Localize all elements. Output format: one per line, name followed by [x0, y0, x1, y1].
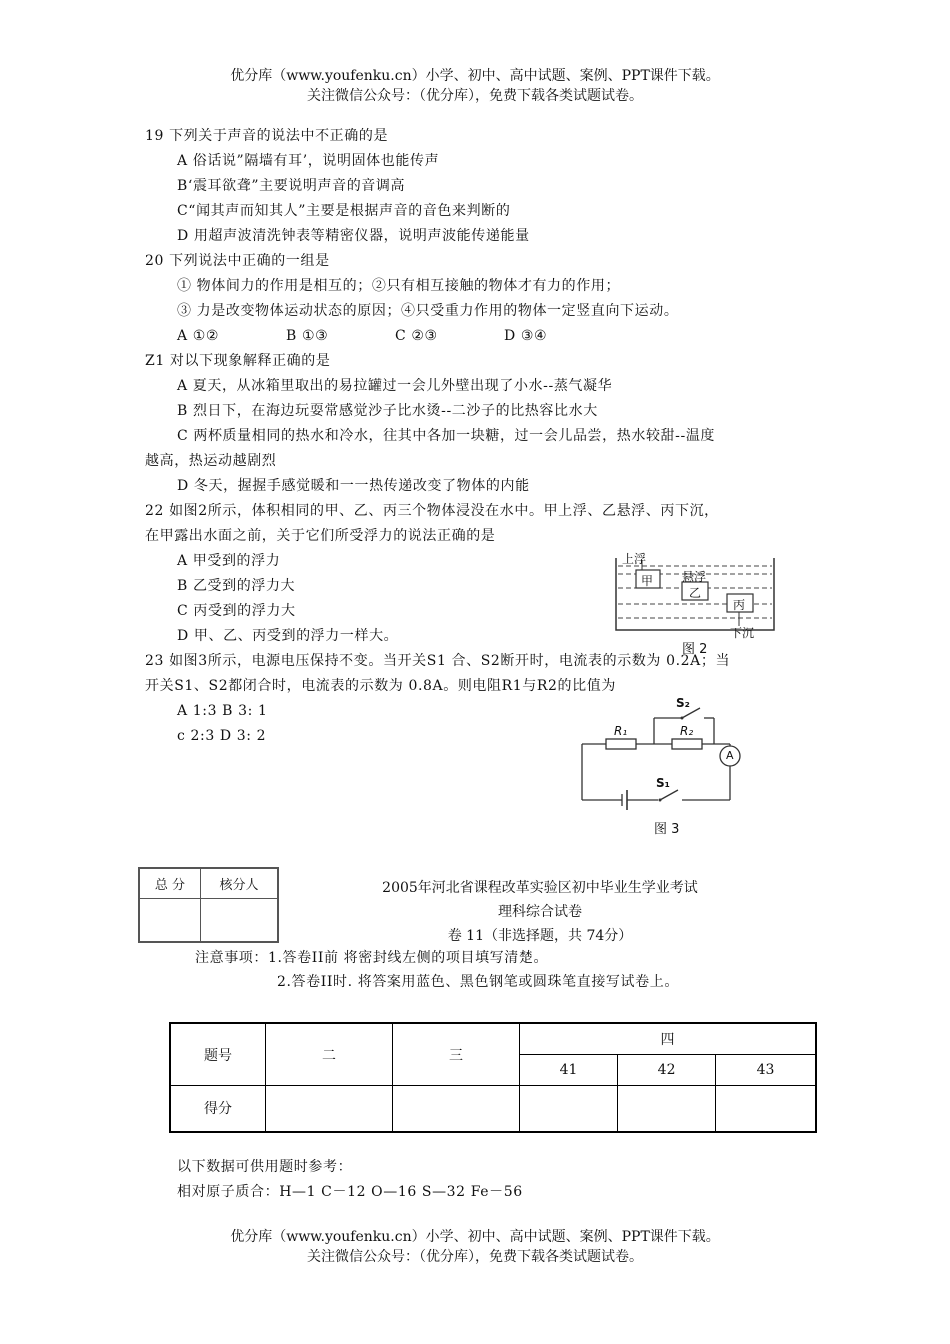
score-cell-41 [520, 1086, 618, 1132]
q19-option-c: C“闻其声而知其人”主要是根据声音的音色来判断的 [177, 203, 511, 219]
score-cell-2 [266, 1086, 393, 1132]
col-42: 42 [618, 1055, 716, 1086]
col-2: 二 [266, 1023, 393, 1086]
resistor-r2 [672, 739, 702, 749]
q20-option-c: C ②③ [395, 328, 438, 344]
col-41: 41 [520, 1055, 618, 1086]
label-up: 上浮 [622, 552, 647, 566]
label-r2: R₂ [680, 724, 694, 738]
q19-stem: 19 下列关于声音的说法中不正确的是 [145, 128, 389, 144]
label-bing: 丙 [733, 598, 746, 612]
label-suspend: 悬浮 [682, 570, 707, 584]
score-cell-3 [393, 1086, 520, 1132]
q21-option-c-line1: C 两杯质量相同的热水和冷水，往其中各加一块糖，过一会儿品尝，热水较甜--温度 [177, 428, 716, 444]
label-s2: S₂ [676, 696, 690, 710]
header-line-2: 关注微信公众号：（优分库），免费下载各类试题试卷。 [307, 88, 643, 104]
figure-3-caption: 图 3 [654, 822, 680, 837]
footer-line-2: 关注微信公众号：（优分库），免费下载各类试题试卷。 [307, 1249, 643, 1265]
q20-statement-2: ③ 力是改变物体运动状态的原因；④只受重力作用的物体一定竖直向下运动。 [177, 303, 679, 319]
q22-option-d: D 甲、乙、丙受到的浮力一样大。 [177, 628, 399, 644]
total-score-box [138, 867, 279, 943]
col-43: 43 [716, 1055, 816, 1086]
score-cell-42 [618, 1086, 716, 1132]
label-yi: 乙 [689, 586, 702, 600]
figure-2 [612, 548, 782, 656]
q22-option-b: B 乙受到的浮力大 [177, 578, 296, 594]
header-line-1: 优分库（www.youfenku.cn）小学、初中、高中试题、案例、PPT课件下载。 [230, 68, 720, 84]
part2-note-2: 2.答卷II时. 将答案用蓝色、黑色钢笔或圆珠笔直接写试卷上。 [277, 974, 679, 990]
q19-option-a: A 俗话说”隔墙有耳’，说明固体也能传声 [177, 153, 440, 169]
reference-line-1: 以下数据可供用题时参考： [177, 1159, 353, 1175]
col-3: 三 [393, 1023, 520, 1086]
q23-options-ab: A 1:3 B 3: 1 [177, 703, 268, 719]
q21-option-c-line2: 越高，热运动越剧烈 [145, 453, 277, 469]
q23-stem-line2: 开关S1、S2都闭合时，电流表的示数为 0.8A。则电阻R1与R2的比值为 [145, 678, 616, 694]
q20-option-b: B ①③ [286, 328, 329, 344]
part2-note-1: 注意事项：1.答卷II前 将密封线左侧的项目填写清楚。 [195, 950, 549, 966]
figure-3 [578, 694, 746, 836]
q22-option-a: A 甲受到的浮力 [177, 553, 281, 569]
q22-stem-line2: 在甲露出水面之前，关于它们所受浮力的说法正确的是 [145, 528, 496, 544]
col-label: 题号 [170, 1023, 266, 1086]
q21-option-b: B 烈日下，在海边玩耍常感觉沙子比水烫--二沙子的比热容比水大 [177, 403, 598, 419]
q21-option-d: D 冬天，握握手感觉暖和一一热传递改变了物体的内能 [177, 478, 530, 494]
q22-stem-line1: 22 如图2所示，体积相同的甲、乙、丙三个物体浸没在水中。甲上浮、乙悬浮、丙下沉， [145, 503, 719, 519]
q19-option-d: D 用超声波清洗钟表等精密仪器，说明声波能传递能量 [177, 228, 530, 244]
q20-option-a: A ①② [177, 328, 220, 344]
score-cell-43 [716, 1086, 816, 1132]
total-input [139, 898, 200, 942]
part2-volume: 卷 11（非选择题，共 74分） [447, 928, 633, 944]
figure-2-caption: 图 2 [682, 642, 708, 657]
footer-line-1: 优分库（www.youfenku.cn）小学、初中、高中试题、案例、PPT课件下载。 [230, 1229, 720, 1245]
q22-option-c: C 丙受到的浮力大 [177, 603, 296, 619]
q23-options-cd: c 2:3 D 3: 2 [177, 728, 267, 744]
col-4: 四 [520, 1023, 817, 1055]
row-label: 得分 [170, 1086, 266, 1132]
resistor-r1 [606, 739, 636, 749]
q20-option-d: D ③④ [504, 328, 548, 344]
part2-subtitle: 理科综合试卷 [498, 904, 582, 920]
q20-statement-1: ① 物体间力的作用是相互的；②只有相互接触的物体才有力的作用； [177, 278, 621, 294]
part2-title: 2005年河北省课程改革实验区初中毕业生学业考试 [382, 880, 698, 896]
reference-line-2: 相对原子质合：H—1 C－12 O—16 S—32 Fe－56 [177, 1184, 523, 1200]
checker-label: 核分人 [200, 868, 278, 898]
label-down: 下沉 [730, 626, 755, 640]
score-table [169, 1022, 817, 1133]
label-ammeter: A [726, 749, 734, 762]
label-jia: 甲 [641, 574, 654, 588]
q21-stem: Z1 对以下现象解释正确的是 [145, 353, 331, 369]
total-label: 总 分 [139, 868, 200, 898]
q21-option-a: A 夏天，从冰箱里取出的易拉罐过一会儿外壁出现了小水--蒸气凝华 [177, 378, 613, 394]
label-s1: S₁ [656, 776, 670, 790]
q20-stem: 20 下列说法中正确的一组是 [145, 253, 330, 269]
figure-3-circuit [578, 694, 746, 836]
checker-input [200, 898, 278, 942]
q19-option-b: B‘震耳欲聋”主要说明声音的音调高 [177, 178, 406, 194]
q23-stem-line1: 23 如图3所示，电源电压保持不变。当开关S1 合、S2断开时，电流表的示数为 0.2A；当 [145, 653, 731, 669]
label-r1: R₁ [614, 724, 628, 738]
